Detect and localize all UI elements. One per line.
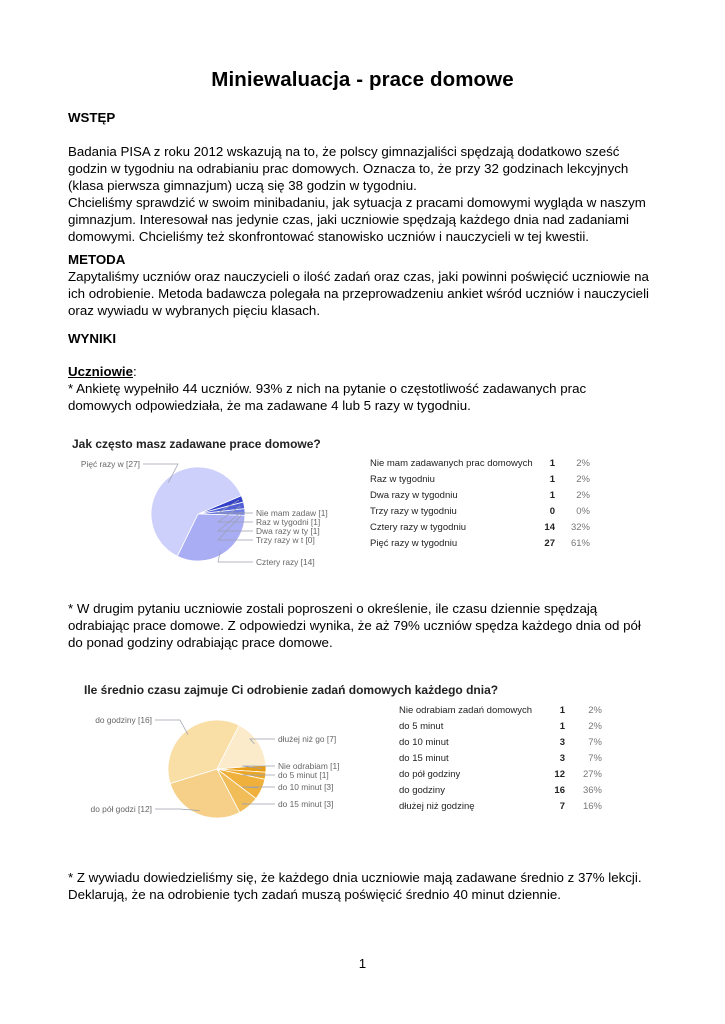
results-line: * Ankietę wypełniło 44 uczniów. 93% z nich na pytanie o częstotliwość zadawanych prac: [68, 381, 587, 396]
chart1-table-row: [370, 535, 590, 551]
students-paragraph: [68, 363, 668, 414]
percent-value: 2%: [576, 457, 590, 469]
percent-value: 27%: [582, 768, 602, 780]
results-paragraph-2: [68, 600, 668, 651]
count-value: 3: [559, 752, 565, 764]
intro-line: gimnazjum. Interesował nas jedynie czas, jaki uczniowie spędzają każdego dnia nad zadaniami: [68, 212, 630, 227]
intro-section: [68, 109, 668, 126]
count-value: 12: [554, 768, 565, 780]
intro-line: (klasa pierwsza gimnazjum) uczą się 38 godzin w tygodniu.: [68, 178, 417, 193]
percent-value: 7%: [588, 736, 602, 748]
category-label: Pięć razy w tygodniu: [370, 537, 458, 549]
percent-value: 7%: [588, 752, 602, 764]
method-section: [68, 251, 668, 319]
intro-line: Chcieliśmy sprawdzić w swoim minibadaniu, jak sytuacja z pracami domowymi wygląda w naszym: [68, 195, 646, 210]
chart2-table-row: [399, 702, 602, 718]
results-line: do ponad godziny odrabiając prace domowe.: [68, 635, 333, 650]
percent-value: 2%: [588, 704, 602, 716]
chart2-table-row: [399, 766, 602, 782]
chart2-slice-label: do pół godzi [12]: [90, 804, 152, 814]
count-value: 1: [549, 457, 555, 469]
percent-value: 2%: [588, 720, 602, 732]
count-value: 16: [554, 784, 565, 796]
method-line: Zapytaliśmy uczniów oraz nauczycieli o ilość zadań oraz czas, jaki powinni poświęcić uczniowie na: [68, 269, 649, 284]
students-colon: :: [133, 364, 137, 379]
chart2-slice-label: do 10 minut [3]: [278, 782, 334, 792]
category-label: do 5 minut: [399, 720, 444, 732]
chart1-table-row: [370, 519, 590, 535]
intro-heading: WSTĘP: [68, 110, 116, 125]
chart2-slice-label: Nie odrabiam [1]: [278, 761, 340, 771]
category-label: do godziny: [399, 784, 445, 796]
document-title: Miniewaluacja - prace domowe: [211, 68, 514, 91]
page-number: 1: [358, 956, 367, 971]
chart1-slice-label: Nie mam zadaw [1]: [256, 508, 328, 518]
count-value: 1: [559, 704, 565, 716]
chart2-table-row: [399, 798, 602, 814]
percent-value: 16%: [582, 800, 602, 812]
results-heading: WYNIKI: [68, 331, 117, 346]
chart2-slice-label: dłużej niż go [7]: [278, 734, 337, 744]
chart2-title: Ile średnio czasu zajmuje Ci odrobienie zadań domowych każdego dnia?: [84, 683, 499, 697]
results-line: domowych odpowiedziała, że ma zadawane 4 lub 5 razy w tygodniu.: [68, 398, 471, 413]
chart1-table-row: [370, 487, 590, 503]
chart1-slice-label: Dwa razy w ty [1]: [256, 526, 320, 536]
method-heading: METODA: [68, 252, 126, 267]
category-label: do 10 minut: [399, 736, 449, 748]
percent-value: 36%: [582, 784, 602, 796]
method-line: ich odrobienie. Metoda badawcza polegała na przeprowadzeniu ankiet wśród uczniów i nauczycieli: [68, 286, 649, 301]
results-line: * Z wywiadu dowiedzieliśmy się, że każdego dnia uczniowie mają zadawane średnio z 37% lekcji.: [68, 870, 642, 885]
category-label: do pół godziny: [399, 768, 461, 780]
results-line: * W drugim pytaniu uczniowie zostali poproszeni o określenie, ile czasu dziennie spędzają: [68, 601, 598, 616]
percent-value: 2%: [576, 489, 590, 501]
count-value: 7: [559, 800, 565, 812]
results-paragraph-3: [68, 869, 668, 903]
chart1-slice-label: Raz w tygodni [1]: [256, 517, 321, 527]
intro-line: domowymi. Chcieliśmy też skonfrontować stanowisko uczniów i nauczycieli w tej kwestii.: [68, 229, 589, 244]
count-value: 3: [559, 736, 565, 748]
intro-line: Badania PISA z roku 2012 wskazują na to, że polscy gimnazjaliści spędzają dodatkowo sześć: [68, 144, 620, 159]
method-line: oraz wywiadu w wybranych pięciu klasach.: [68, 303, 321, 318]
chart2-slice-label: do godziny [16]: [95, 715, 152, 725]
count-value: 1: [549, 489, 555, 501]
category-label: dłużej niż godzinę: [399, 800, 475, 812]
count-value: 14: [544, 521, 555, 533]
chart1-table-row: [370, 503, 590, 519]
chart2-leader-line: [155, 720, 188, 735]
category-label: do 15 minut: [399, 752, 449, 764]
percent-value: 61%: [570, 537, 590, 549]
chart2-table-row: [399, 718, 602, 734]
chart2-table-row: [399, 750, 602, 766]
students-label: Uczniowie: [68, 364, 134, 379]
intro-paragraph: [68, 143, 668, 245]
chart2-slice-label: do 15 minut [3]: [278, 799, 334, 809]
category-label: Raz w tygodniu: [370, 473, 435, 485]
chart1-slice-label: Trzy razy w t [0]: [256, 535, 315, 545]
chart2-table-row: [399, 734, 602, 750]
chart1-table-row: [370, 455, 590, 471]
percent-value: 0%: [576, 505, 590, 517]
percent-value: 2%: [576, 473, 590, 485]
results-line: odrabiając prace domowe. Z odpowiedzi wynika, że aż 79% uczniów spędza każdego dnia od pół: [68, 618, 641, 633]
intro-line: godzin w tygodniu na odrabianiu prac domowych. Oznacza to, że przy 32 godzinach lekcyjnych: [68, 161, 629, 176]
category-label: Nie odrabiam zadań domowych: [399, 704, 533, 716]
chart1-slice-label: Pięć razy w [27]: [80, 459, 140, 469]
chart1-pie: [68, 454, 408, 599]
category-label: Dwa razy w tygodniu: [370, 489, 458, 501]
chart1-slice-label: Cztery razy [14]: [256, 557, 315, 567]
chart2-table-row: [399, 782, 602, 798]
results-line: Deklarują, że na odrobienie tych zadań muszą poświęcić średnio 40 minut dziennie.: [68, 887, 561, 902]
percent-value: 32%: [570, 521, 590, 533]
count-value: 27: [544, 537, 555, 549]
chart1-title: Jak często masz zadawane prace domowe?: [72, 437, 321, 451]
chart1-table: [370, 455, 590, 551]
chart2-table: [399, 702, 602, 814]
category-label: Cztery razy w tygodniu: [370, 521, 467, 533]
count-value: 1: [549, 473, 555, 485]
count-value: 1: [559, 720, 565, 732]
results-section: [68, 330, 668, 347]
count-value: 0: [549, 505, 555, 517]
chart2-pie: [80, 702, 400, 832]
chart1-table-row: [370, 471, 590, 487]
category-label: Trzy razy w tygodniu: [370, 505, 457, 517]
category-label: Nie mam zadawanych prac domowych: [370, 457, 533, 469]
chart2-slice-label: do 5 minut [1]: [278, 770, 329, 780]
